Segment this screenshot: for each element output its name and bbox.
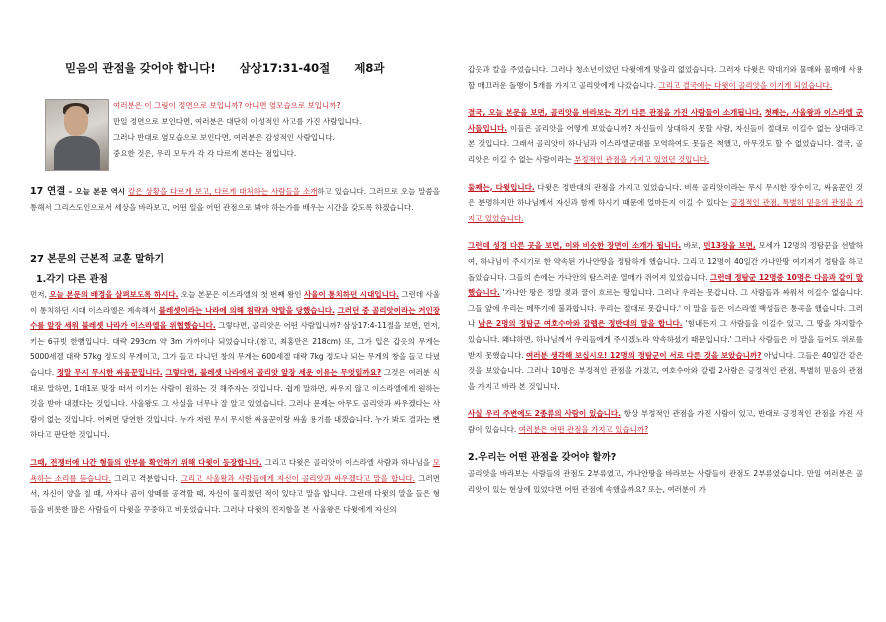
connect-label: 17 연결: [30, 186, 66, 197]
spies-paragraph: 그런데 성경 다른 곳을 보면, 이와 비슷한 장면이 소개가 됩니다. 바로, 민13장을 보면, 모세가 12명의 정탐꾼을 선발하여, 하나님이 주시기로 한 약속된 가나안땅을 정탐하게 했습니다. 그리고 12명이 40일간 가나안땅 여기저기 정탐을 하고 돌았습니다. 그들의 손에는 가나안의 탐스러운 열매가 쥐어져 있었습니다. 그런데 정탐군 12명중 10명은 다음과 같이 말했습니다. '가나안 땅은 정말 젖과 꿀이 흐르는 땅입니다. 그러나 우리는 못갑니다. 그 사람들과 싸워서 이길수 없습니다. 그들 앞에 우리는 메뚜기에 불과합니다. 우리는 절대로 못갑니다.' 이 말을 들은 이스라엘 백성들은 통곡을 했습니다. 그러나 남은 2명의 정탐군 여호수아와 갈렙은 정반대의 말을 합니다. '힘내든지 그 사람들을 이길수 있고, 그 땅을 차지할수 있습니다. 왜냐하면, 하나님께서 우리들에게 주시겠노라 약속하셨기 때문입니다.' 그러나 사람들은 이 말을 들어도 위로를 받지 못했습니다. 여러분 생각해 보십시오! 12명의 정탐군이 서로 다른 것을 보았습니까? 아닙니다. 그들은 40일간 같은 것을 보았습니다. 그러나 10명은 부정적인 관점을 가졌고, 여호수아와 갈렙 2사람은 긍정적인 관점, 특별히 믿음의 관점을 가지고 바라 본 것입니다.: [468, 241, 863, 391]
illusion-portrait: [45, 99, 109, 171]
intro-question: 여러분은 이 그림이 정면으로 보입니까? 아니면 옆모습으로 보입니까?: [113, 101, 341, 110]
intro-line-1: 만일 정면으로 보인다면, 여러분은 대단히 이성적인 사고를 가진 사람입니다.: [113, 117, 362, 126]
lesson-number: 제8과: [354, 61, 385, 75]
background-paragraph: 먼저, 오늘 본문의 배경을 살펴보도록 하시다. 오늘 본문은 이스라엘의 첫 번째 왕인 사울이 통치하던 시대입니다. 그런데 사울이 통치하던 시대 이스라엘은 계속해서 블레셋이라는 나라에 의해 침략과 약탈을 당했습니다. 그러던 중 골리앗이라는 거인장수를 앞장 세워 블레셋 나라가 이스라엘을 위협했습니다. 그렇다면, 골리앗은 어떤 사람입니까? 삼상17:4-11절을 보면, 먼저, 키는 6규빗 한뼘입니다. 대략 293cm 약 3m 가까이나 되었습니다.(참고, 최홍만은 218cm) 또, 그가 입은 갑옷의 무게는 5000세겔 대략 57kg 정도의 무게이고, 그가 들고 다니던 창의 무게는 600세겔 대략 7kg 정도나 되는 무게의 창을 들고 다녔습니다. 정말 무시 무시한 싸움꾼입니다. 그렇다면, 블레셋 나라에서 골리앗 앞장 세운 이유는 무엇일까요? 그것은 여러분 식대로 말하면, 1대1로 맞장 떠서 이기는 사람이 원하는 것 해주자는 것입니다. 쉽게 말하면, 싸우지 않고 이스라엘에게 원하는 것을 받아 내겠다는 것입니다. 사울왕도 그 사실을 너무나 잘 알고 있었습니다. 그러나 문제는 아무도 골리앗과 싸우겠다는 사람이 없는 것입니다. 어쩌면 당연한 것입니다. 누가 저런 무시 무시한 싸움꾼이랑 싸울 용기를 내겠습니다. 누가 봐도 결과는 뻔하다고 판단한 것입니다.: [30, 290, 440, 440]
david-paragraph: 그때, 전쟁터에 나간 형들의 안부를 확인하기 위해 다윗이 등장합니다. 그리고 다윗은 골리앗이 이스라엘 사람과 하나님을 모욕하는 소리를 듣습니다. 그리고 격분합니다. 그리고 사울왕과 사람들에게 자신이 골리앗과 싸우겠다고 말을 합니다. 그러면서, 자신이 양을 칠 때, 사자나 곰이 양떼를 공격할 때, 자신이 물리쳤던 적이 있다고 말을 합니다. 그런데 다윗의 말을 들은 형들을 비롯한 많은 사람들이 다윗을 꾸중하고 비웃었습니다. 그러나 다윗의 진지함을 본 사울왕은 다윗에게 자신의: [30, 457, 440, 514]
intro-line-3: 중요한 것은, 우리 모두가 각 각 다르게 본다는 점입니다.: [113, 149, 297, 158]
two-kinds-paragraph: 사실 우리 주변에도 2종류의 사람이 있습니다. 항상 부정적인 관점을 가진 사람이 있고, 반대로 긍정적인 관점을 가진 사람이 있습니다. 여러분은 어떤 관점을 가지고 있습니까?: [468, 409, 863, 434]
section-1: [30, 250, 440, 517]
section-2-heading: 2.우리는 어떤 관점을 갖어야 할까?: [468, 452, 617, 464]
connect-block: [30, 184, 440, 215]
page-title: [65, 60, 445, 76]
intro-block: [113, 98, 443, 162]
sermon-title: 믿음의 관점을 갖어야 합니다!: [65, 61, 216, 75]
perspectives-paragraph: 결국, 오늘 본문을 보면, 골리앗을 바라보는 각기 다른 관점을 가진 사람들이 소개됩니다. 첫째는, 사울왕과 이스라엘 군사들입니다. 이들은 골리앗을 어떻게 보았습니까? 자신들이 상대하지 못할 사람, 자신들이 절대로 이길수 없는 상대라고 본 것입니다. 그래서 골리앗이 하나님과 이스라엘군대를 모역하여도 못들은 척했고, 아무것도 할 수 없었습니다. 결국, 골리앗은 이길 수 없는 사람이라는 부정적인 관점을 가지고 있었던 것입니다.: [468, 108, 864, 164]
section-heading: 27 본문의 근본적 교훈 말하기: [30, 254, 165, 265]
connect-paragraph: 17 연결 – 오늘 본문 역시 같은 상황을 다르게 보고, 다르게 대처하는 사람들을 소개하고 있습니다. 그러므로 오늘 말씀을 통해서 그리스도인으로서 세상을 바라보고, 어떤 일을 어떤 관점으로 봐야 하는가를 배우는 시간을 갖도록 하겠습니다.: [30, 186, 440, 212]
scripture-ref: 삼상17:31-40절: [239, 61, 331, 75]
second-perspective-paragraph: 둘째는, 다윗입니다. 다윗은 정반대의 관점을 가지고 있었습니다. 비록 골리앗이라는 무시 무시한 장수이고, 싸움꾼인 것은 분명하지만 하나님께서 자신과 함께 하시기 때문에 얼마든지 이길 수 있다는 긍정적인 관점, 특별히 믿음의 관점을 가지고 있었습니다.: [468, 182, 863, 223]
intro-line-2: 그러나 반대로 옆모습으로 보인다면, 여러분은 감성적인 사람입니다.: [113, 133, 335, 142]
subheading-1: 1.각기 다른 관점: [36, 274, 108, 285]
closing-paragraph: 골리앗을 바라보는 사람들의 관점도 2부류였고, 가나안땅을 바라보는 사람들이 관점도 2부류였습니다. 만일 여러분은 골리앗이 있는 현상에 있었다면 어떤 관점에 속했을까요? 또는, 여러분이 가: [468, 469, 863, 495]
victory-paragraph: 갑옷과 칼을 주었습니다. 그러나 청소년이었던 다윗에게 맞을리 없었습니다. 그러자 다윗은 막대기와 물매와 물매에 사용할 매끄러운 돌맹이 5개를 가지고 골리앗에게 나갔습니다. 그리고 결국에는 다윗이 골리앗을 이기게 되었습니다.: [468, 65, 863, 90]
